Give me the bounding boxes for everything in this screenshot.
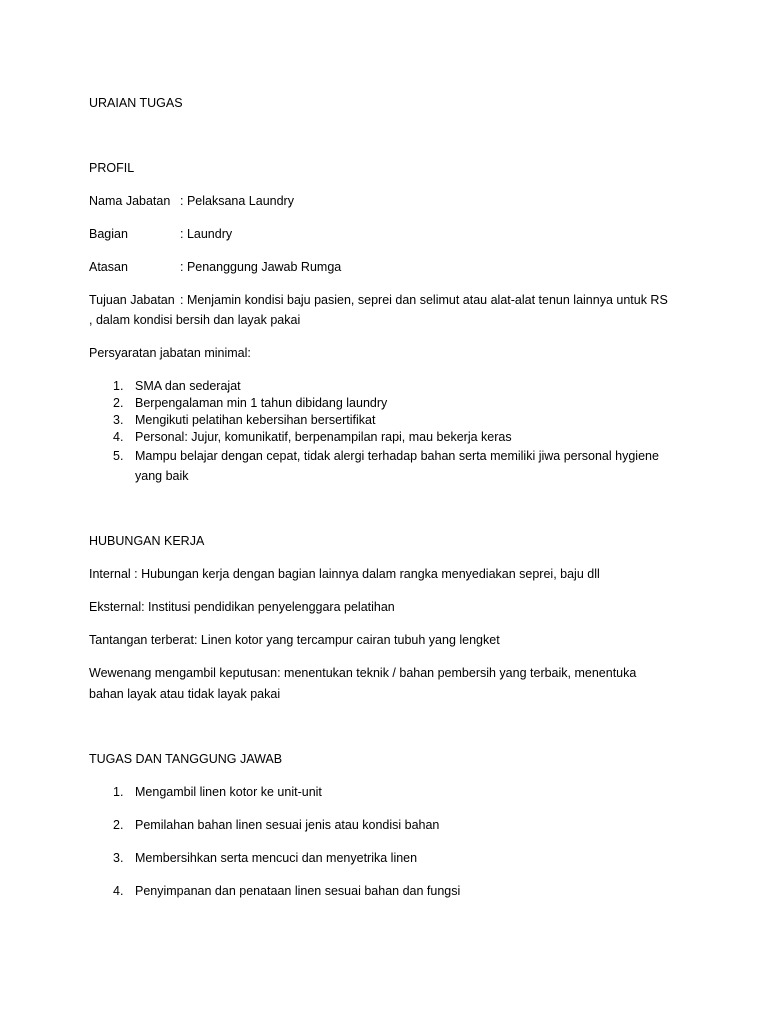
list-number: 2. <box>113 818 124 832</box>
tugas-heading: TUGAS DAN TANGGUNG JAWAB <box>89 752 283 766</box>
list-number: 1. <box>113 785 124 799</box>
field-value: : Penanggung Jawab Rumga <box>180 260 342 274</box>
persyaratan-list <box>89 378 659 486</box>
list-text: Pemilahan bahan linen sesuai jenis atau kondisi bahan <box>135 818 440 832</box>
list-item <box>89 378 659 395</box>
list-number: 3. <box>113 413 124 427</box>
field-label: Nama Jabatan <box>89 194 171 208</box>
persyaratan-heading: Persyaratan jabatan minimal: <box>89 346 251 360</box>
list-number: 4. <box>113 430 124 444</box>
tujuan-jabatan-continued: , dalam kondisi bersih dan layak pakai <box>89 313 301 327</box>
list-item <box>89 395 659 412</box>
list-number: 3. <box>113 851 124 865</box>
profil-heading: PROFIL <box>89 161 135 175</box>
list-number: 1. <box>113 379 124 393</box>
list-number: 4. <box>113 884 124 898</box>
field-value: : Menjamin kondisi baju pasien, seprei dan selimut atau alat-alat tenun lainnya untuk RS <box>180 293 668 307</box>
list-number: 5. <box>113 449 124 463</box>
hubungan-internal: Internal : Hubungan kerja dengan bagian lainnya dalam rangka menyediakan seprei, baju dll <box>89 567 600 581</box>
field-atasan <box>89 259 341 276</box>
list-text: Mampu belajar dengan cepat, tidak alergi terhadap bahan serta memiliki jiwa personal hygiene <box>135 449 659 463</box>
field-label: Bagian <box>89 227 128 241</box>
field-label: Tujuan Jabatan <box>89 293 175 307</box>
list-item <box>89 412 659 429</box>
list-item <box>89 446 659 486</box>
list-text: Mengikuti pelatihan kebersihan bersertifikat <box>135 413 376 427</box>
hubungan-wewenang: Wewenang mengambil keputusan: menentukan teknik / bahan pembersih yang terbaik, menentuka <box>89 666 637 680</box>
hubungan-heading: HUBUNGAN KERJA <box>89 534 205 548</box>
hubungan-wewenang-continued: bahan layak atau tidak layak pakai <box>89 687 281 701</box>
list-text: Mengambil linen kotor ke unit-unit <box>135 785 322 799</box>
hubungan-tantangan: Tantangan terberat: Linen kotor yang tercampur cairan tubuh yang lengket <box>89 633 500 647</box>
field-bagian <box>89 226 232 243</box>
field-nama-jabatan <box>89 193 294 210</box>
field-value: : Laundry <box>180 227 233 241</box>
list-text: SMA dan sederajat <box>135 379 241 393</box>
list-text: Penyimpanan dan penataan linen sesuai bahan dan fungsi <box>135 884 461 898</box>
field-label: Atasan <box>89 260 128 274</box>
hubungan-eksternal: Eksternal: Institusi pendidikan penyelenggara pelatihan <box>89 600 395 614</box>
list-text: Personal: Jujur, komunikatif, berpenampilan rapi, mau bekerja keras <box>135 430 512 444</box>
list-item <box>89 429 659 446</box>
field-value: : Pelaksana Laundry <box>180 194 294 208</box>
list-number: 2. <box>113 396 124 410</box>
list-text-continued: yang baik <box>135 469 189 483</box>
list-text: Berpengalaman min 1 tahun dibidang laundry <box>135 396 388 410</box>
tujuan-jabatan <box>89 292 668 309</box>
list-text: Membersihkan serta mencuci dan menyetrika linen <box>135 851 418 865</box>
document-title: URAIAN TUGAS <box>89 96 183 110</box>
